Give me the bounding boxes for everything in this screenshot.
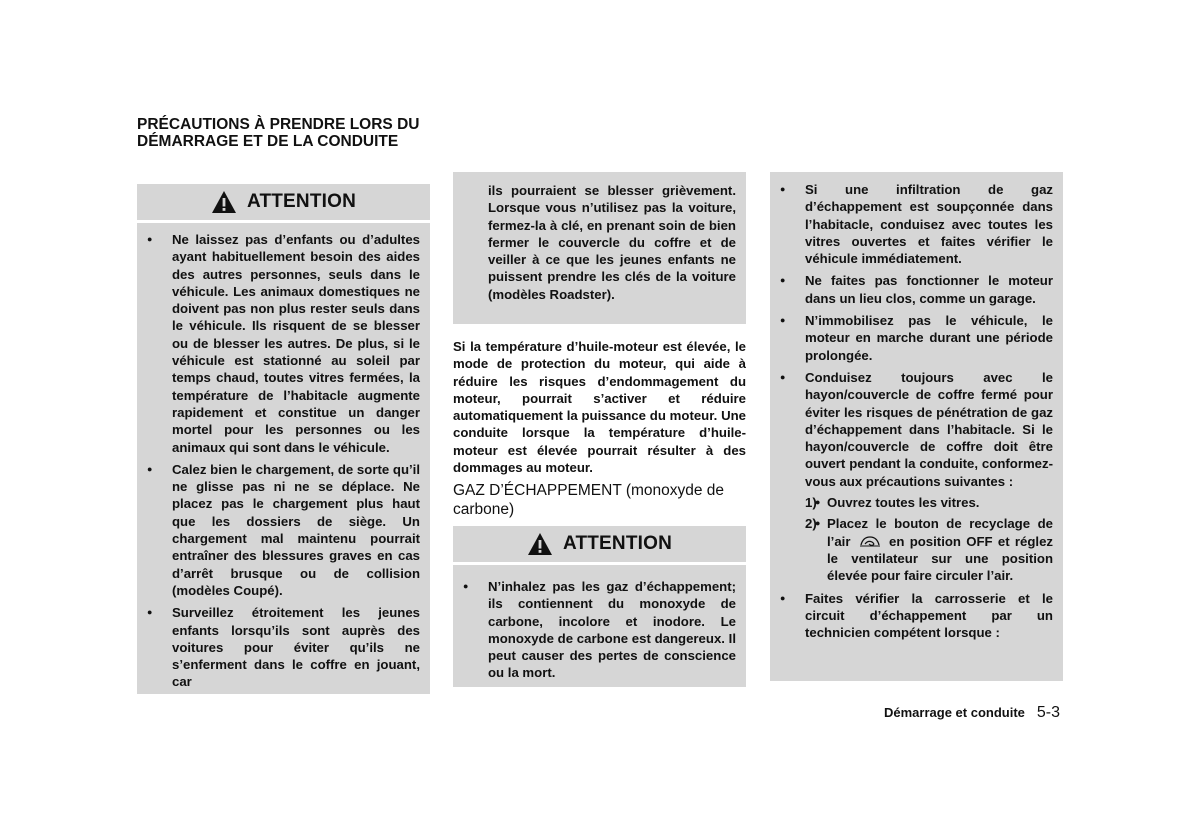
air-recirculation-icon xyxy=(859,535,881,547)
warning-icon xyxy=(211,190,237,214)
attention-box-continued-3 xyxy=(770,172,1063,681)
engine-oil-paragraph: Si la température d’huile-moteur est élevée, le mode de protection du moteur, qui aide à réduire les risques d’endommagement du moteur, pourrait s’activer et réduire automatiquement la puissance du moteur. Une conduite lorsque la température d’huile-moteur est élevée pourrait résulter à des dommages au moteur. xyxy=(453,339,746,476)
step-item xyxy=(805,515,1053,584)
exhaust-subheading: GAZ D’ÉCHAPPEMENT (monoxyde de carbone) xyxy=(453,482,725,518)
attention-header xyxy=(137,184,430,223)
step-number: ● 2) xyxy=(805,516,817,532)
steps-list xyxy=(805,494,1053,584)
attention-box-2 xyxy=(453,526,746,687)
attention-list xyxy=(453,565,746,682)
list-item xyxy=(770,369,1053,585)
list-item: ● Si une infiltration de gaz d’échappement est soupçonnée dans l’habitacle, conduisez avec toutes les vitres ouvertes et faites vérifier le véhicule immédiatement. xyxy=(770,181,1053,267)
list-item: ● N’immobilisez pas le véhicule, le moteur en marche durant une période prolongée. xyxy=(770,312,1053,364)
attention-title: ATTENTION xyxy=(562,533,673,554)
list-item: ● Calez bien le chargement, de sorte qu’il ne glisse pas ni ne se déplace. Ne placez pas le chargement plus haut que les dossiers de siège. Un chargement mal maintenu pourrait entraîner des blessures graves en cas d’arrêt brusque ou de collision (modèles Coupé). xyxy=(137,461,420,599)
list-item: ● Surveillez étroitement les jeunes enfants lorsqu’ils sont auprès des voitures pour éviter qu’ils ne s’enferment dans le coffre en jouant, car xyxy=(137,604,420,690)
step-text: Ouvrez toutes les vitres. xyxy=(827,495,980,511)
attention-box-continued xyxy=(453,172,746,324)
list-item: ● N’inhalez pas les gaz d’échappement; ils contiennent du monoxyde de carbone, incolore et inodore. Le monoxyde de carbone est dangereux. Il peut causer des pertes de conscience ou la mort. xyxy=(453,578,736,682)
list-item: ● Ne faites pas fonctionner le moteur dans un lieu clos, comme un garage. xyxy=(770,272,1053,307)
list-item: ● Ne laissez pas d’enfants ou d’adultes ayant habituellement besoin des aides des autres personnes, seuls dans le véhicule. Les animaux domestiques ne doivent pas non plus rester seuls dans le véhicule. Ils risquent de se blesser ou de blesser les autres. De plus, si le véhicule est stationné au soleil par temps chaud, toutes vitres fermées, la température de l’habitacle augmente rapidement et constitue un danger mortel pour les personnes ou les animaux qui sont dans le véhicule. xyxy=(137,231,420,456)
attention-list xyxy=(770,172,1063,641)
page-number: 5-3 xyxy=(1036,704,1060,721)
step-number: ● 1) xyxy=(805,495,817,511)
footer-section-title: Démarrage et conduite xyxy=(884,705,1025,720)
attention-box-1 xyxy=(137,184,430,694)
list-item: ● Faites vérifier la carrosserie et le circuit d’échappement par un technicien compétent lorsque : xyxy=(770,590,1053,642)
attention-continuation: ils pourraient se blesser grièvement. Lorsque vous n’utilisez pas la voiture, fermez-la à clé, en prenant soin de bien fermer le couvercle du coffre et de veiller à ce que les jeunes enfants ne puissent prendre les clés de la voiture (modèles Roadster). xyxy=(488,183,736,302)
page-footer xyxy=(884,704,1060,722)
attention-title: ATTENTION xyxy=(246,191,357,212)
step-text-after: en position OFF et réglez le ventilateur sur une position élevée pour faire circuler l’air. xyxy=(827,533,1053,584)
step-text-before: Placez le bouton de recyclage de l’air xyxy=(827,516,1053,549)
warning-icon xyxy=(527,532,553,556)
section-heading: PRÉCAUTIONS À PRENDRE LORS DU DÉMARRAGE ET DE LA CONDUITE xyxy=(137,116,420,150)
step-item xyxy=(805,494,1053,511)
attention-header xyxy=(453,526,746,565)
list-item-text: Conduisez toujours avec le hayon/couvercle de coffre fermé pour éviter les risques de pénétration de gaz d’échappement dans l’habitacle. Si le hayon/couvercle de coffre doit être ouvert pendant la conduite, conformez-vous aux précautions suivantes : xyxy=(805,369,1053,489)
attention-list xyxy=(137,223,430,691)
